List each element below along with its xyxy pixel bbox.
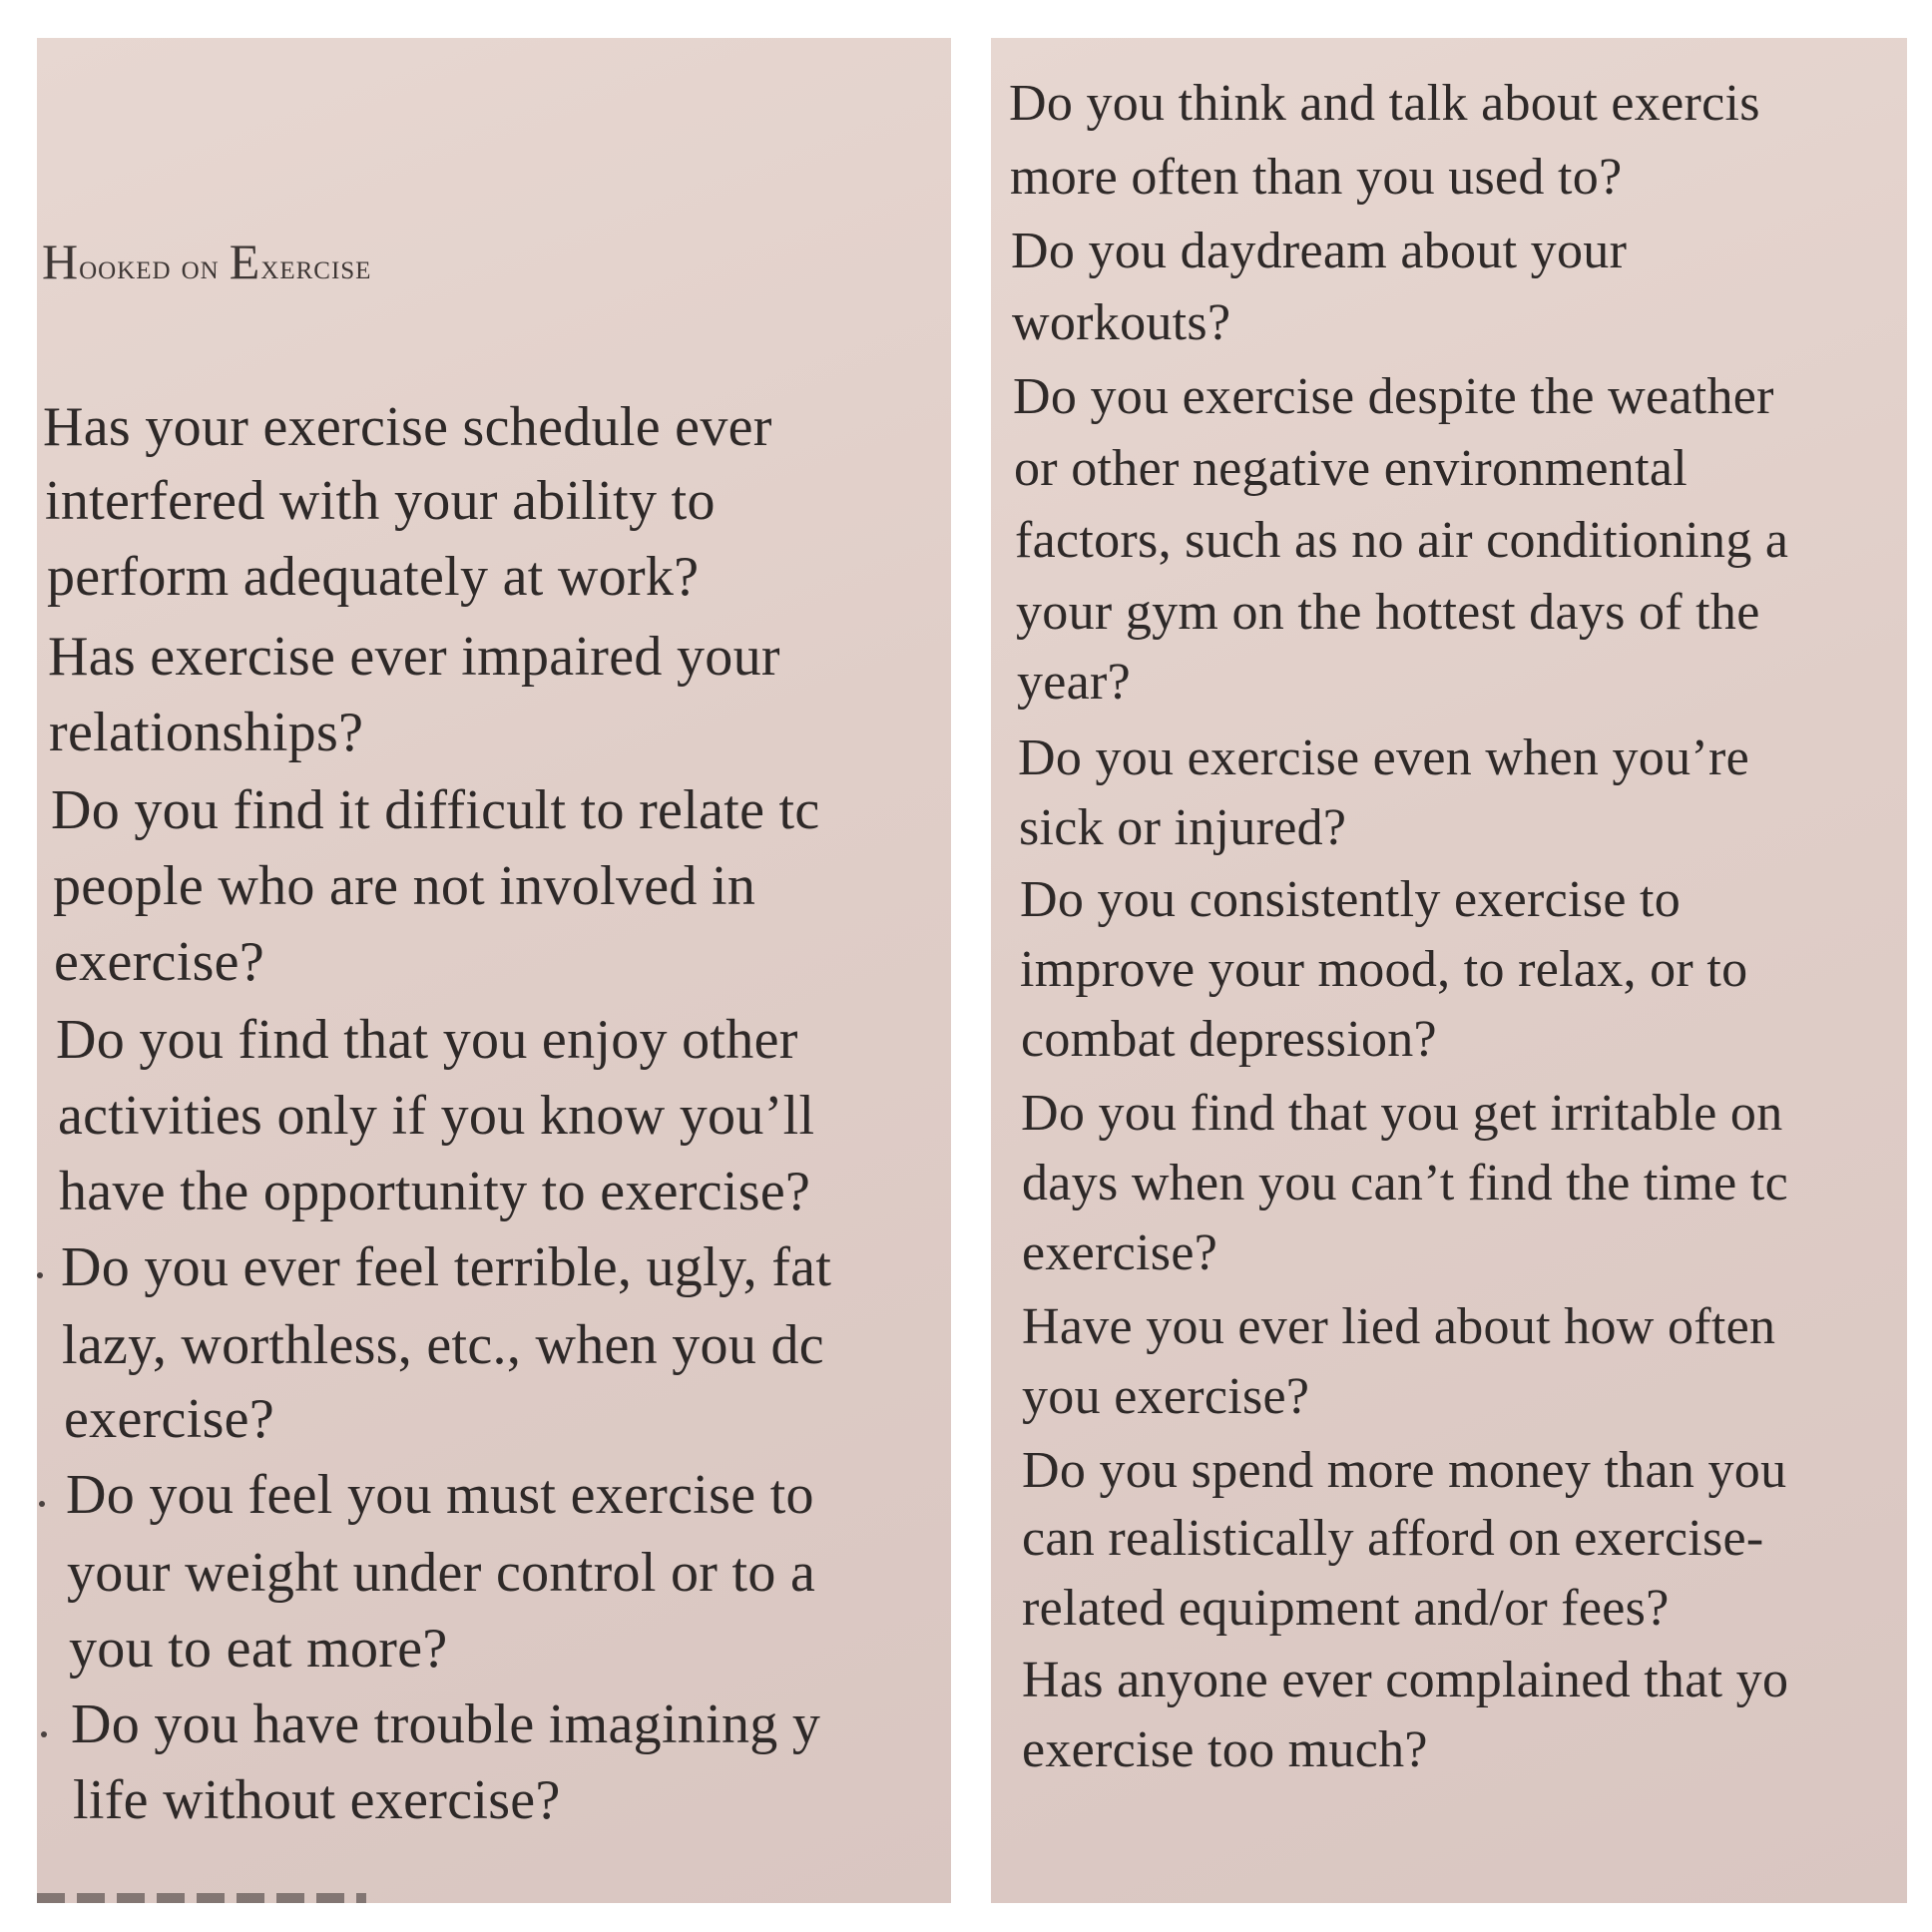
text-line: exercise?	[64, 1388, 274, 1450]
text-line: exercise too much?	[1022, 1721, 1428, 1778]
text-line: activities only if you know you’ll	[58, 1085, 815, 1147]
text-line: Has exercise ever impaired your	[48, 626, 780, 688]
text-line: Do you feel you must exercise to	[66, 1464, 814, 1526]
text-line: days when you can’t find the time tc	[1022, 1155, 1788, 1211]
text-line: factors, such as no air conditioning a	[1015, 512, 1789, 569]
text-line: improve your mood, to relax, or to	[1020, 941, 1748, 998]
text-line: your weight under control or to a	[67, 1542, 816, 1604]
text-line: lazy, worthless, etc., when you dc	[62, 1314, 824, 1376]
text-line: have the opportunity to exercise?	[59, 1161, 811, 1222]
text-line: Do you consistently exercise to	[1020, 871, 1682, 928]
text-line: interfered with your ability to	[45, 470, 716, 532]
right-page-photo	[991, 38, 1907, 1903]
text-line: more often than you used to?	[1010, 149, 1623, 206]
list-bullet	[41, 1731, 47, 1737]
text-line: Has your exercise schedule ever	[43, 396, 772, 458]
cut-off-next-line	[37, 1893, 366, 1903]
text-line: Do you spend more money than you	[1022, 1442, 1787, 1499]
text-line: workouts?	[1012, 294, 1231, 351]
text-line: Do you exercise despite the weather	[1013, 368, 1774, 425]
text-line: Do you exercise even when you’re	[1018, 729, 1749, 786]
text-line: you exercise?	[1022, 1368, 1310, 1425]
text-line: year?	[1017, 654, 1132, 711]
list-bullet	[37, 1272, 43, 1278]
text-line: or other negative environmental	[1014, 440, 1688, 497]
text-line: Do you find that you get irritable on	[1021, 1085, 1783, 1142]
text-line: Do you daydream about your	[1011, 223, 1628, 279]
text-line: can realistically afford on exercise-	[1022, 1510, 1764, 1567]
text-line: Do you find that you enjoy other	[56, 1009, 798, 1071]
text-line: combat depression?	[1021, 1011, 1437, 1068]
text-line: you to eat more?	[69, 1618, 448, 1680]
text-line: related equipment and/or fees?	[1022, 1580, 1670, 1637]
text-line: Do you have trouble imagining y	[71, 1693, 821, 1755]
section-heading: Hooked on Exercise	[42, 234, 372, 289]
list-bullet	[39, 1501, 45, 1507]
text-line: sick or injured?	[1019, 799, 1347, 856]
text-line: people who are not involved in	[53, 855, 756, 917]
text-line: perform adequately at work?	[47, 546, 700, 608]
text-line: Has anyone ever complained that yo	[1022, 1652, 1789, 1708]
text-line: Do you ever feel terrible, ugly, fat	[61, 1236, 832, 1298]
text-line: Do you think and talk about exercis	[1009, 75, 1760, 132]
text-line: life without exercise?	[73, 1769, 561, 1831]
text-line: relationships?	[49, 702, 364, 763]
text-line: Do you find it difficult to relate tc	[51, 779, 820, 841]
text-line: Have you ever lied about how often	[1022, 1298, 1776, 1355]
text-line: exercise?	[1022, 1224, 1218, 1281]
text-line: exercise?	[54, 931, 264, 993]
text-line: your gym on the hottest days of the	[1016, 584, 1760, 641]
left-page-photo	[37, 38, 951, 1903]
